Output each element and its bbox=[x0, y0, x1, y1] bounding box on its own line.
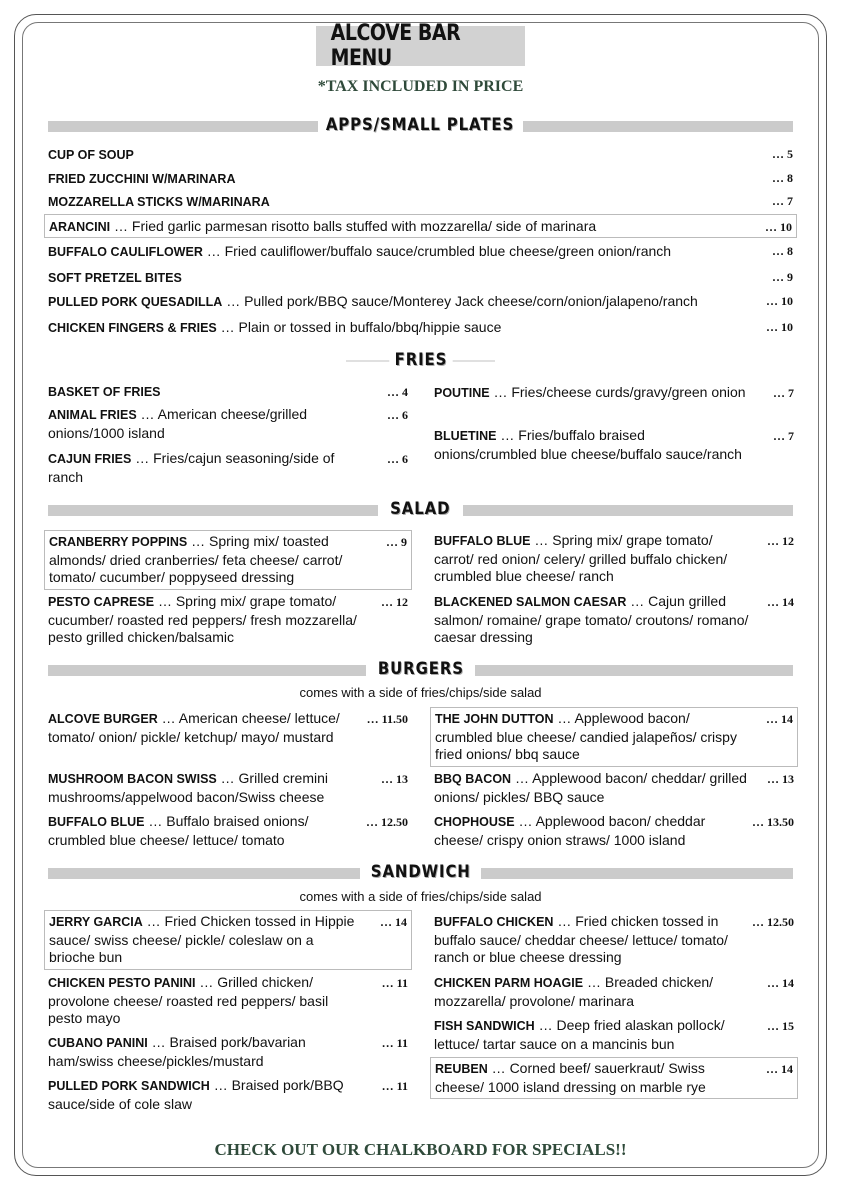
menu-item: PESTO CAPRESE … Spring mix/ grape tomato/ cucumber/ roasted red peppers/ fresh mozzarella/ pesto grilled chicken/balsamic … 12 bbox=[48, 593, 408, 645]
menu-item: THE JOHN DUTTON … Applewood bacon/ crumbled blue cheese/ candied jalapeños/ crispy fried onions/ bbq sauce … 14 bbox=[430, 707, 798, 767]
section-header-sandwich bbox=[48, 863, 793, 883]
section-header-apps bbox=[48, 116, 793, 136]
section-title-fries: FRIES bbox=[389, 350, 452, 370]
menu-item: BUFFALO BLUE … Spring mix/ grape tomato/ carrot/ red onion/ celery/ grilled buffalo chicken/ crumbled blue cheese/ ranch … 12 bbox=[434, 532, 794, 584]
menu-item: POUTINE … Fries/cheese curds/gravy/green onion … 7 bbox=[434, 384, 794, 400]
menu-item: CUP OF SOUP … 5 bbox=[48, 147, 793, 162]
section-title-salad: SALAD bbox=[385, 499, 456, 519]
section-title-apps: APPS/SMALL PLATES bbox=[321, 115, 520, 135]
menu-item: CHICKEN PESTO PANINI … Grilled chicken/ provolone cheese/ roasted red peppers/ basil pesto mayo … 11 bbox=[48, 974, 408, 1026]
menu-title: ALCOVE BAR MENU bbox=[330, 21, 461, 71]
menu-item: BBQ BACON … Applewood bacon/ cheddar/ grilled onions/ pickles/ BBQ sauce … 13 bbox=[434, 770, 794, 805]
menu-item: BUFFALO BLUE … Buffalo braised onions/ crumbled blue cheese/ lettuce/ tomato … 12.50 bbox=[48, 813, 408, 848]
menu-item: MUSHROOM BACON SWISS … Grilled cremini mushrooms/appelwood bacon/Swiss cheese … 13 bbox=[48, 770, 408, 805]
menu-item: CUBANO PANINI … Braised pork/bavarian ham/swiss cheese/pickles/mustard … 11 bbox=[48, 1034, 408, 1069]
menu-item: BUFFALO CAULIFLOWER … Fried cauliflower/buffalo sauce/crumbled blue cheese/green onion/ranch … 8 bbox=[48, 243, 793, 259]
section-title-burgers: BURGERS bbox=[372, 659, 469, 679]
menu-item: ANIMAL FRIES … American cheese/grilled onions/1000 island … 6 bbox=[48, 406, 408, 441]
menu-item: FISH SANDWICH … Deep fried alaskan pollock/ lettuce/ tartar sauce on a mancinis bun … 15 bbox=[434, 1017, 794, 1052]
section-header-salad bbox=[48, 500, 793, 520]
menu-item: FRIED ZUCCHINI W/MARINARA … 8 bbox=[48, 171, 793, 186]
sandwich-side-note: comes with a side of fries/chips/side salad bbox=[299, 889, 542, 904]
section-header-fries bbox=[48, 351, 793, 371]
menu-item: BLACKENED SALMON CAESAR … Cajun grilled salmon/ romaine/ grape tomato/ croutons/ romano/ caesar dressing … 14 bbox=[434, 593, 794, 645]
menu-item: CRANBERRY POPPINS … Spring mix/ toasted almonds/ dried cranberries/ feta cheese/ carrot/ tomato/ cucumber/ poppyseed dressing … 9 bbox=[44, 530, 412, 590]
menu-item: PULLED PORK SANDWICH … Braised pork/BBQ sauce/side of cole slaw … 11 bbox=[48, 1077, 408, 1112]
menu-item: BASKET OF FRIES … 4 bbox=[48, 385, 408, 399]
menu-item: JERRY GARCIA … Fried Chicken tossed in Hippie sauce/ swiss cheese/ pickle/ coleslaw on a brioche bun … 14 bbox=[44, 910, 412, 970]
tax-note: *TAX INCLUDED IN PRICE bbox=[317, 78, 524, 95]
menu-item: ARANCINI … Fried garlic parmesan risotto balls stuffed with mozzarella/ side of marinara … 10 bbox=[44, 214, 797, 238]
menu-item: SOFT PRETZEL BITES … 9 bbox=[48, 270, 793, 285]
menu-item: BUFFALO CHICKEN … Fried chicken tossed in buffalo sauce/ cheddar cheese/ lettuce/ tomato/ ranch or blue cheese dressing … 12.50 bbox=[434, 913, 794, 965]
menu-item: CHOPHOUSE … Applewood bacon/ cheddar cheese/ crispy onion straws/ 1000 island … 13.50 bbox=[434, 813, 794, 848]
menu-title-banner bbox=[316, 21, 525, 71]
specials-footer: CHECK OUT OUR CHALKBOARD FOR SPECIALS!! bbox=[214, 1140, 627, 1159]
menu-item: PULLED PORK QUESADILLA … Pulled pork/BBQ sauce/Monterey Jack cheese/corn/onion/jalapeno/ranch … 10 bbox=[48, 293, 793, 309]
section-title-sandwich: SANDWICH bbox=[365, 862, 475, 882]
menu-item: MOZZARELLA STICKS W/MARINARA … 7 bbox=[48, 194, 793, 209]
menu-item: REUBEN … Corned beef/ sauerkraut/ Swiss cheese/ 1000 island dressing on marble rye … 14 bbox=[430, 1057, 798, 1099]
menu-item: CHICKEN FINGERS & FRIES … Plain or tossed in buffalo/bbq/hippie sauce … 10 bbox=[48, 319, 793, 335]
burgers-side-note: comes with a side of fries/chips/side salad bbox=[299, 685, 542, 700]
menu-item: ALCOVE BURGER … American cheese/ lettuce/ tomato/ onion/ pickle/ ketchup/ mayo/ mustard … 11.50 bbox=[48, 710, 408, 745]
section-header-burgers bbox=[48, 660, 793, 680]
menu-item: CHICKEN PARM HOAGIE … Breaded chicken/ mozzarella/ provolone/ marinara … 14 bbox=[434, 974, 794, 1009]
menu-item: BLUETINE … Fries/buffalo braised onions/crumbled blue cheese/buffalo sauce/ranch … 7 bbox=[434, 427, 794, 462]
menu-item: CAJUN FRIES … Fries/cajun seasoning/side of ranch … 6 bbox=[48, 450, 408, 485]
